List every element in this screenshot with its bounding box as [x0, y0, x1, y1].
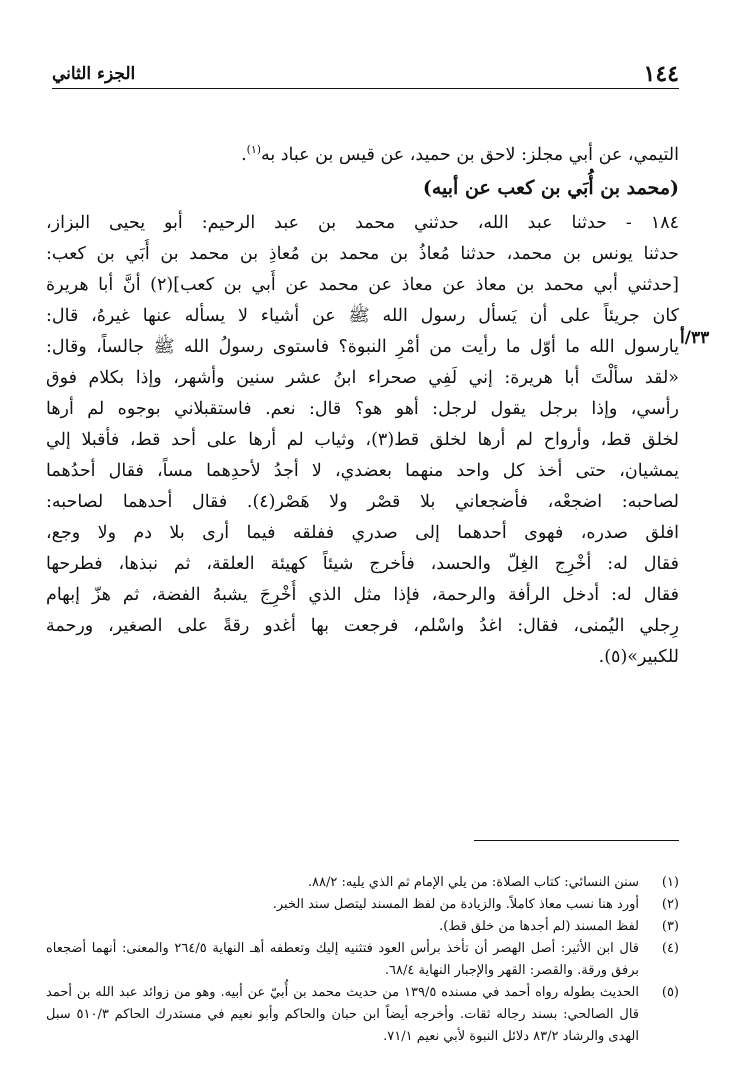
text-line: «لقد سألْتَ أبا هريرة: إني لَفِي صحراء ابنُ عشر سنين وأشهر، وإذا بكلام فوق	[46, 368, 679, 388]
text-line: رأسي، وإذا برجل يقول لرجل: أهو هو؟ قال: نعم. فاستقبلاني بوجوه لم أرها	[46, 399, 679, 419]
footnote-number: (٤)	[661, 941, 679, 956]
text-line: [حدثني أبي محمد بن معاذ عن معاذ عن محمد عن أُبي بن كعب](٢) أنَّ أبا هريرة	[46, 275, 679, 295]
text-line: لصاحبه: اضجعْه، فأضجعاني بلا قصْر ولا هَصْر(٤). فقال أحدهما لصاحبه:	[46, 492, 679, 512]
text-line: يمشيان، حتى أخذ كل واحد منهما بعضدي، لا أجدُ لأحدِهما مساً، فقال أحدُهما	[46, 461, 679, 481]
page-number: ١٤٤	[643, 61, 679, 87]
text-line: فقال له: أخْرِج الغِلّ والحسد، فأخرج شيئاً كهيئة العلقة، ثم نبذها، فطرحها	[46, 554, 679, 574]
main-text	[46, 140, 679, 673]
text-line: كان جريئاً على أن يَسأل رسول الله ﷺ عن أشياء لا يسأله عنها غيرهُ، قال:	[46, 306, 679, 326]
footnote-text: الحديث بطوله رواه أحمد في مسنده ١٣٩/٥ من حديث محمد بن أُبيّ عن أبيه. وهو من زوائد عبد الله بن أحمد قال الصالحي: بسند رجاله ثقات. وأخرجه أيضاً ابن حبان والحاكم وأبو نعيم في مستدرك الحاكم ٥١٠/٣ سبل الهدى والرشاد ٨٣/٢ دلائل النبوة لأبي نعيم ٧١/١.	[46, 985, 639, 1044]
margin-manuscript-ref: ٣٣/أ	[680, 328, 710, 348]
text-line: يارسول الله ما أوّل ما رأيت من أمْرِ النبوة؟ فاستوى رسولُ الله ﷺ جالساً، وقال:	[46, 337, 679, 357]
text-line: حدثنا يونس بن محمد، حدثنا مُعاذُ بن محمد بن مُعاذِ بن محمد بن أُبَي بن كعب:	[46, 244, 679, 264]
footnote-text: أورد هنا نسب معاذ كاملاً. والزيادة من لفظ المسند ليتصل سند الخبر.	[272, 897, 639, 912]
footnotes	[46, 872, 679, 1048]
text-line: لخلق قط، وأرواح لم أرها لخلق قط(٣)، وثياب لم أرها على أحد قط، فأقبلا إلي	[46, 430, 679, 450]
footnote-number: (٢)	[661, 897, 679, 912]
running-header	[52, 58, 679, 89]
footnote-item	[46, 916, 679, 938]
footnote-item	[46, 982, 679, 1048]
text-line: رِجلي اليُمنى، فقال: اغدُ واسْلم، فرجعت بها أغدو رقةً على الصغير، ورحمة	[46, 616, 679, 636]
footnote-number: (٥)	[661, 985, 679, 1000]
intro-line: التيمي، عن أبي مجلز: لاحق بن حميد، عن قيس بن عباد به$^{(١)}$.	[241, 143, 679, 165]
footnote-number: (١)	[661, 875, 679, 890]
section-title: (محمد بن أُبَي بن كعب عن أبيه)	[422, 177, 679, 199]
footnote-ref: (١)	[246, 143, 261, 157]
text-line: فقال له: أدخل الرأفة والرحمة، فإذا مثل الذي أُخْرِجَ يشبهُ الفضة، ثم هزّ إبهام	[46, 585, 679, 605]
footnote-text: سنن النسائي: كتاب الصلاة: من يلي الإمام ثم الذي يليه: ٨٨/٢.	[307, 875, 639, 890]
footnote-text: قال ابن الأثير: أصل الهصر أن تأخذ برأس العود فتثنيه إليك وتعطفه أهـ النهاية ٢٦٤/٥ والمعنى: أنهما أضجعاه برفق ورقة. والقصر: القهر والإجبار النهاية ٦٨/٤.	[46, 941, 639, 978]
text-line: افلق صدره، فهوى أحدهما إلى صدري ففلقه فيما أرى بلا دم ولا وجع،	[46, 523, 679, 543]
footnote-text: لفظ المسند (لم أجدها من خلق قط).	[439, 919, 639, 934]
text-line: ١٨٤ - حدثنا عبد الله، حدثني محمد بن عبد الرحيم: أبو يحيى البزاز،	[46, 213, 679, 233]
part-title: الجزء الثاني	[52, 64, 136, 84]
footnote-item	[46, 894, 679, 916]
footnote-divider	[474, 840, 679, 841]
text-line: للكبير»(٥).	[598, 647, 679, 667]
footnote-item	[46, 938, 679, 982]
intro-text: التيمي، عن أبي مجلز: لاحق بن حميد، عن قيس بن عباد به	[260, 145, 679, 165]
footnote-number: (٣)	[661, 919, 679, 934]
footnote-item	[46, 872, 679, 894]
